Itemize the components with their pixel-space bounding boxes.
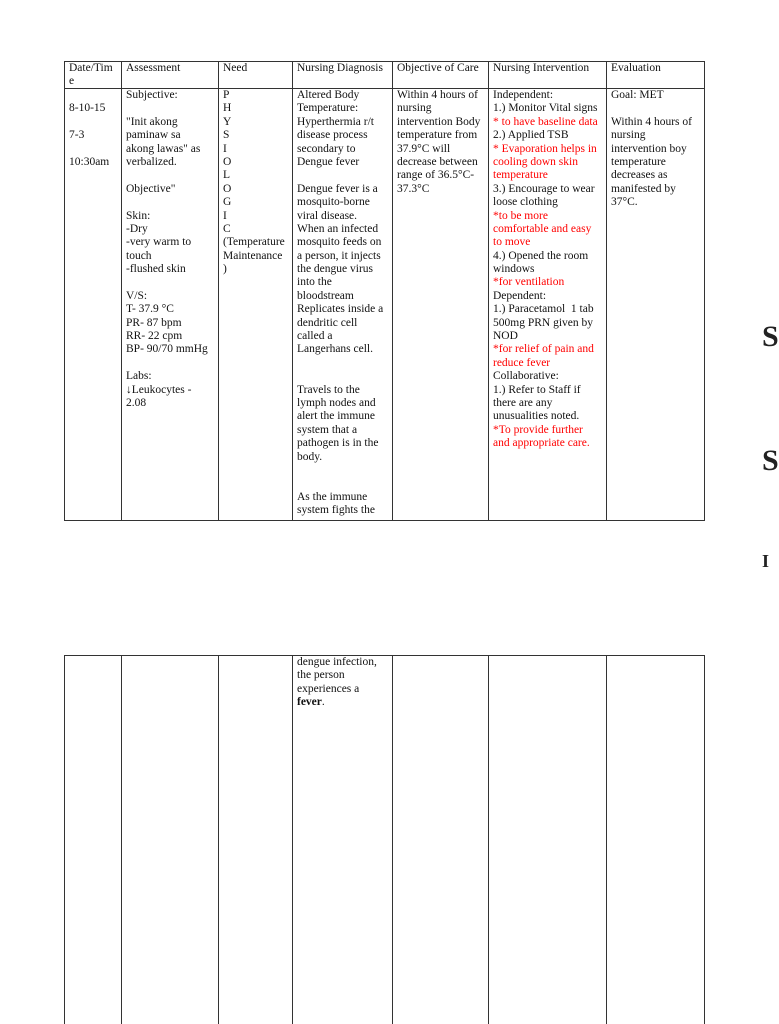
cell-line: Objective" xyxy=(126,182,176,195)
cell-line: 37.9°C will xyxy=(397,142,451,155)
cell-line: 8-10-15 xyxy=(69,102,106,115)
cell-line: unusualities noted. xyxy=(493,410,580,423)
cell-date-time xyxy=(65,89,122,521)
cell-objective-of-care xyxy=(393,89,489,521)
cell-line: loose clothing xyxy=(493,196,558,209)
rationale-line: *to be more xyxy=(493,209,548,222)
cell-line: range of 36.5°C- xyxy=(397,169,475,182)
cell-line: decrease between xyxy=(397,155,478,168)
cell-line: Labs: xyxy=(126,370,152,383)
cell-line: I xyxy=(223,142,227,155)
rationale-line: to move xyxy=(493,236,531,249)
cell-line: (Temperature xyxy=(223,236,285,249)
blank-line xyxy=(297,464,392,477)
cell-line: intervention Body xyxy=(397,115,481,128)
cell-line: akong lawas" as xyxy=(126,142,201,155)
cell-line: pathogen is in the xyxy=(297,437,379,450)
cell-line: there are any xyxy=(493,396,553,409)
rationale-line: *To provide further xyxy=(493,423,583,436)
cell-line: dendritic cell xyxy=(297,316,358,329)
cell-line: Nursing Intervention xyxy=(493,62,590,74)
cell-line: Within 4 hours of xyxy=(397,89,478,101)
blank-line xyxy=(69,89,121,102)
cell-line: the person xyxy=(297,669,345,682)
rationale-line: *for ventilation xyxy=(493,276,565,289)
header-nursing-intervention xyxy=(489,62,607,89)
cell-line: viral disease. xyxy=(297,209,358,222)
cell-line: PR- 87 bpm xyxy=(126,316,182,329)
cell-line: lymph nodes and xyxy=(297,396,376,409)
cell-line: P xyxy=(223,89,230,101)
cell-line: intervention boy xyxy=(611,142,687,155)
cell-line: Nursing Diagnosis xyxy=(297,62,383,74)
cell-line: manifested by xyxy=(611,182,676,195)
rationale-line: reduce fever xyxy=(493,356,551,369)
cell-line: NOD xyxy=(493,330,518,343)
cell-line: temperature from xyxy=(397,129,478,142)
cell-line: Objective of Care xyxy=(397,62,479,74)
cell-line: Maintenance xyxy=(223,249,283,262)
cell-line: system that a xyxy=(297,423,358,436)
cell-line: V/S: xyxy=(126,289,148,302)
rationale-line: temperature xyxy=(493,169,548,182)
cont-cell-need xyxy=(219,656,293,1024)
rationale-line: and appropriate care. xyxy=(493,437,590,450)
cell-line: paminaw sa xyxy=(126,129,181,142)
cell-line: windows xyxy=(493,263,535,276)
cell-line: Travels to the xyxy=(297,383,360,396)
cell-line: verbalized. xyxy=(126,155,177,168)
blank-line xyxy=(69,116,121,129)
cell-line: O xyxy=(223,182,232,195)
cell-line: the dengue virus xyxy=(297,263,374,276)
cell-line: 1.) Paracetamol 1 tab xyxy=(493,303,594,316)
cell-line: 7-3 xyxy=(69,129,85,142)
cont-cell-assessment xyxy=(122,656,219,1024)
cell-line: e xyxy=(69,75,75,88)
cell-line: I xyxy=(223,209,227,222)
header-nursing-diagnosis xyxy=(293,62,393,89)
rationale-line: * Evaporation helps in xyxy=(493,142,597,155)
blank-line xyxy=(297,357,392,370)
care-plan-table xyxy=(64,61,705,521)
blank-line xyxy=(126,276,218,289)
cell-line: Temperature: xyxy=(297,102,359,115)
cell-line: 4.) Opened the room xyxy=(493,249,589,262)
cell-line: Dengue fever is a xyxy=(297,182,378,195)
cell-line: 37.3°C xyxy=(397,182,430,195)
bold-text: fever xyxy=(297,696,322,709)
cell-need xyxy=(219,89,293,521)
cell-line: ↓Leukocytes - xyxy=(126,383,192,396)
cell-line: mosquito feeds on xyxy=(297,236,382,249)
blank-line xyxy=(126,357,218,370)
cell-line: Dependent: xyxy=(493,289,547,302)
cell-line: 2.) Applied TSB xyxy=(493,129,569,142)
cell-line: -Dry xyxy=(126,222,148,235)
cont-cell-date-time xyxy=(65,656,122,1024)
cell-nursing-intervention xyxy=(489,89,607,521)
rationale-line: *for relief of pain and xyxy=(493,343,594,356)
cell-line: Langerhans cell. xyxy=(297,343,373,356)
header-assessment xyxy=(122,62,219,89)
cell-line: Date/Tim xyxy=(69,62,113,74)
cell-line: called a xyxy=(297,330,333,343)
cell-line: As the immune xyxy=(297,490,368,503)
cell-line: 37°C. xyxy=(611,196,638,209)
cell-line: C xyxy=(223,222,231,235)
cell-line: Independent: xyxy=(493,89,554,101)
care-plan-table-continuation xyxy=(64,655,705,1024)
cell-line: Assessment xyxy=(126,62,181,74)
clipped-edge-glyph: I xyxy=(762,551,770,571)
cell-line: 10:30am xyxy=(69,155,110,168)
cell-line: 1.) Monitor Vital signs xyxy=(493,102,598,115)
cell-line: -very warm to xyxy=(126,236,192,249)
text-segment: . xyxy=(321,696,325,709)
rationale-line: cooling down skin xyxy=(493,155,578,168)
blank-line xyxy=(297,370,392,383)
cell-line: secondary to xyxy=(297,142,356,155)
cell-line: When an infected xyxy=(297,222,379,235)
cell-line: dengue infection, xyxy=(297,656,377,668)
cont-cell-nursing-intervention xyxy=(489,656,607,1024)
blank-line xyxy=(611,102,704,115)
header-need xyxy=(219,62,293,89)
cell-line: Hyperthermia r/t xyxy=(297,115,374,128)
cell-line: Dengue fever xyxy=(297,155,360,168)
cell-line: bloodstream xyxy=(297,289,354,302)
cell-line: Collaborative: xyxy=(493,370,559,383)
clipped-edge-glyph: S xyxy=(762,320,779,353)
cell-line: Y xyxy=(223,115,232,128)
blank-line xyxy=(126,102,218,115)
cell-line: into the xyxy=(297,276,332,289)
blank-line xyxy=(126,196,218,209)
cell-line: Subjective: xyxy=(126,89,178,101)
rationale-line: * to have baseline data xyxy=(493,115,598,128)
cell-assessment xyxy=(122,89,219,521)
cell-line: temperature xyxy=(611,155,666,168)
cell-line: experiences a xyxy=(297,682,360,695)
cell-line: body. xyxy=(297,450,323,463)
adjacent-page-edge xyxy=(760,0,779,1024)
cell-line: a person, it injects xyxy=(297,249,381,262)
cell-nursing-diagnosis xyxy=(293,89,393,521)
cell-line: Evaluation xyxy=(611,62,661,74)
cell-line: ) xyxy=(223,263,227,276)
header-evaluation xyxy=(607,62,705,89)
cell-line: mosquito-borne xyxy=(297,196,370,209)
cell-line: BP- 90/70 mmHg xyxy=(126,343,208,356)
cell-line: decreases as xyxy=(611,169,668,182)
cell-line: touch xyxy=(126,249,152,262)
cell-evaluation xyxy=(607,89,705,521)
cell-line: 3.) Encourage to wear xyxy=(493,182,595,195)
header-date-time xyxy=(65,62,122,89)
header-objective-of-care xyxy=(393,62,489,89)
cell-line: 1.) Refer to Staff if xyxy=(493,383,581,396)
cell-line: O xyxy=(223,155,232,168)
cell-line: Altered Body xyxy=(297,89,360,101)
blank-line xyxy=(297,169,392,182)
cell-line: nursing xyxy=(397,102,432,115)
cell-line: RR- 22 cpm xyxy=(126,330,183,343)
cell-line: Need xyxy=(223,62,248,74)
cell-line: G xyxy=(223,196,232,209)
cell-line: system fights the xyxy=(297,504,375,517)
cell-line: H xyxy=(223,102,232,115)
cell-line: L xyxy=(223,169,231,182)
cell-line: Within 4 hours of xyxy=(611,115,692,128)
cont-cell-objective-of-care xyxy=(393,656,489,1024)
blank-line xyxy=(69,143,121,156)
cell-line: 500mg PRN given by xyxy=(493,316,593,329)
cell-line xyxy=(297,696,392,709)
cont-cell-evaluation xyxy=(607,656,705,1024)
cell-line: -flushed skin xyxy=(126,263,186,276)
cell-line: alert the immune xyxy=(297,410,375,423)
rationale-line: comfortable and easy xyxy=(493,222,592,235)
cell-line: T- 37.9 °C xyxy=(126,303,174,316)
cell-line: Goal: MET xyxy=(611,89,664,101)
cell-line: S xyxy=(223,129,230,142)
clipped-edge-glyph: S xyxy=(762,444,779,477)
cell-line: disease process xyxy=(297,129,368,142)
cell-line: Skin: xyxy=(126,209,151,222)
blank-line xyxy=(297,477,392,490)
cell-line: Replicates inside a xyxy=(297,303,384,316)
cell-line: nursing xyxy=(611,129,646,142)
cell-line: "Init akong xyxy=(126,115,178,128)
cont-cell-nursing-diagnosis xyxy=(293,656,393,1024)
blank-line xyxy=(126,169,218,182)
cell-line: 2.08 xyxy=(126,396,147,409)
